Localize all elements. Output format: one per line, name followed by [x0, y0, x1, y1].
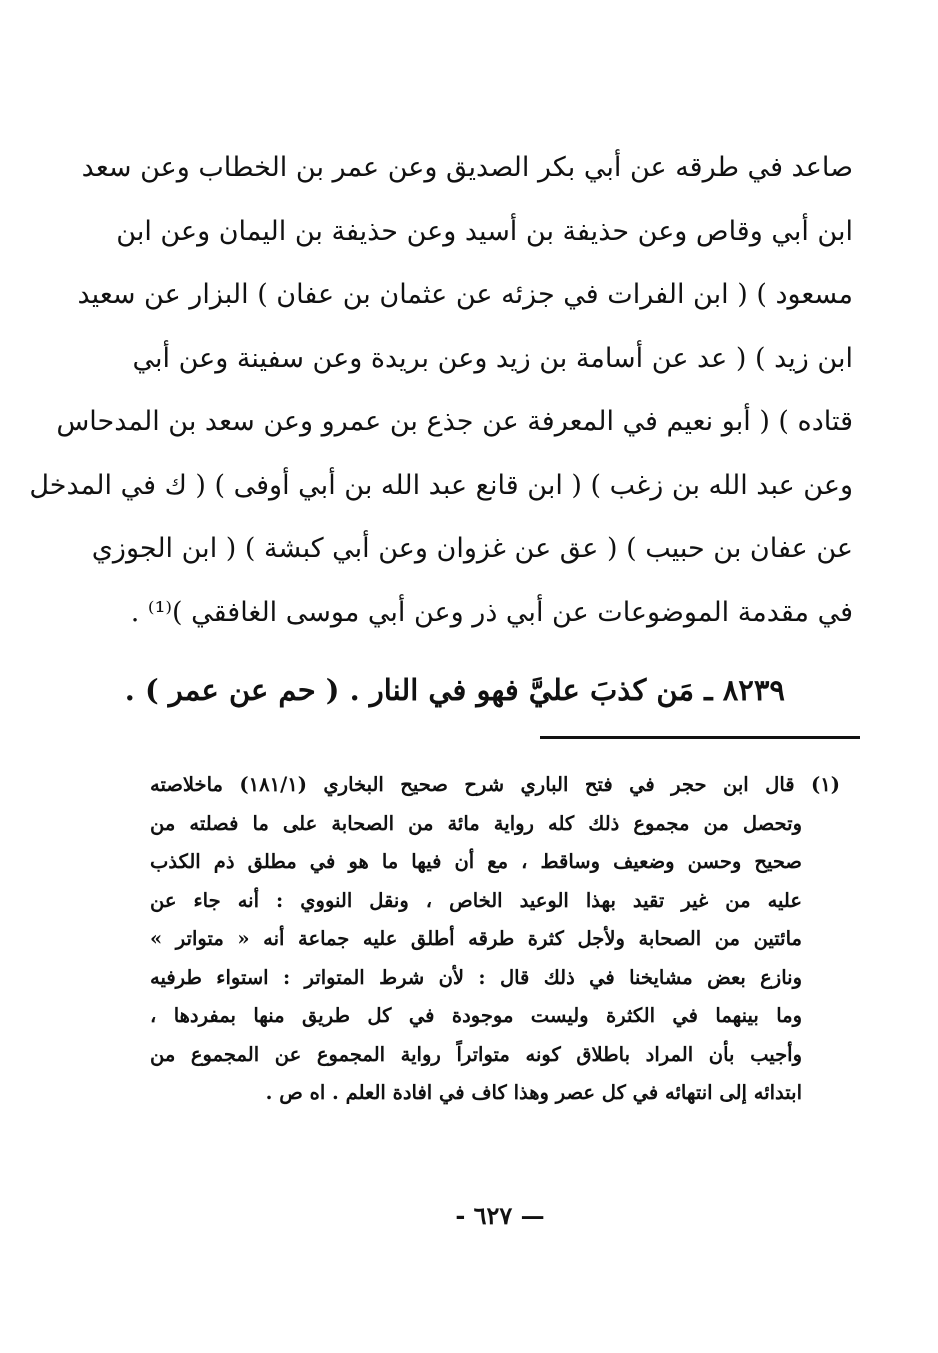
footnote-line: وما بينهما في الكثرة وليست موجودة في كل طريق منها بمفردها ، [150, 1004, 802, 1027]
footnote-line: وأجيب بأن المراد باطلاق كونه متواتراً رواية المجموع عن المجموع من [150, 1042, 802, 1066]
main-text-block [29, 136, 853, 644]
footnote-line: ابتدائه إلى انتهائه في كل عصر وهذا كاف في افادة العلم . اه ص . [265, 1081, 802, 1104]
text-line: مسعود ) ( ابن الفرات في جزئه عن عثمان بن عفان ) البزار عن سعيد [77, 279, 853, 310]
footnote-line: مائتين من الصحابة ولأجل كثرة طرقه أطلق عليه جماعة أنه « متواتر » [150, 927, 802, 950]
footnote-line: ونازع بعض مشايخنا في ذلك قال : لأن شرط المتواتر : استواء طرفيه [150, 965, 802, 989]
footnote-line: (١) قال ابن حجر في فتح الباري شرح صحيح البخاري (١٨١/١) ماخلاصته [150, 773, 840, 796]
hadith-entry: ٨٢٣٩ ـ مَن كذبَ عليَّ فهو في النار . ( حم عن عمر ) . [124, 673, 785, 707]
footnote-separator [540, 736, 860, 739]
text-line: في مقدمة الموضوعات عن أبي ذر وعن أبي موسى الغافقي )⁽¹⁾ . [130, 596, 853, 628]
page-number: — ٦٢٧ - [455, 1201, 545, 1230]
text-line: ابن زيد ) ( عد عن أسامة بن زيد وعن بريدة وعن سفينة وعن أبي [132, 342, 853, 374]
text-line: ابن أبي وقاص وعن حذيفة بن أسيد وعن حذيفة بن اليمان وعن ابن [116, 215, 853, 247]
text-line: عن عفان بن حبيب ) ( عق عن غزوان وعن أبي كبشة ) ( ابن الجوزي [91, 533, 853, 564]
text-line: صاعد في طرقه عن أبي بكر الصديق وعن عمر بن الخطاب وعن سعد [81, 152, 853, 183]
text-line: وعن عبد الله بن زغب ) ( ابن قانع عبد الله بن أبي أوفى ) ( ك في المدخل [29, 469, 853, 501]
text-line: قتاده ) ( أبو نعيم في المعرفة عن جذع بن عمرو وعن سعد بن المدحاس [56, 406, 853, 437]
footnote-block [150, 766, 840, 1113]
footnote-line: عليه من غير تقيد بهذا الوعيد الخاص ، ونقل النووي : أنه جاء عن [150, 888, 802, 912]
footnote-line: وتحصل من مجموع ذلك كله رواية مائة من الصحابة على ما فصلته من [150, 811, 802, 835]
footnote-line: صحيح وحسن وضعيف وساقط ، مع أن فيها ما هو في مطلق ذم الكذب [150, 850, 802, 873]
